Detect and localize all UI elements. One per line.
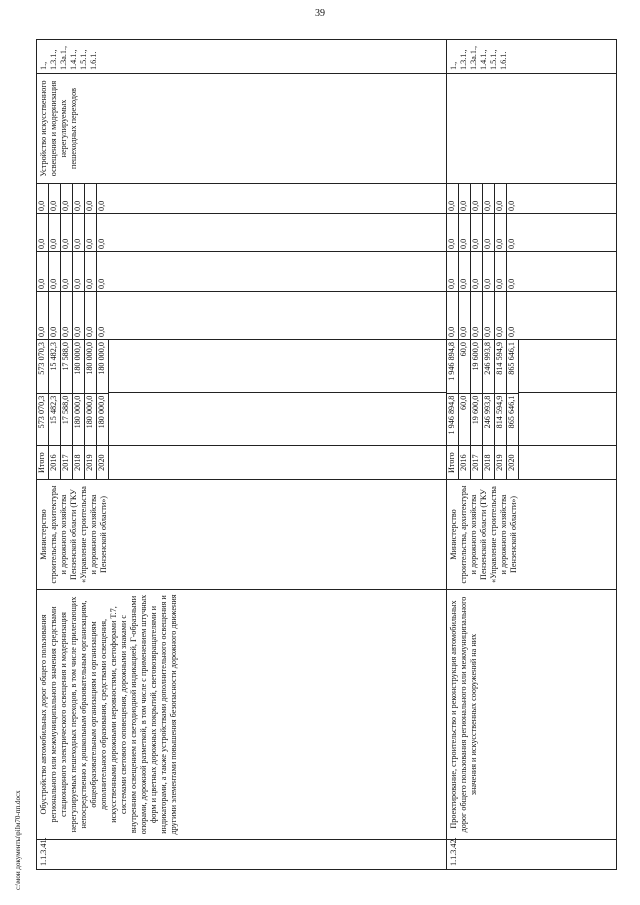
indicator-refs: 1., 1.3.1., 1.3а.1., 1.4.1., 1.5.1., 1.6.1. xyxy=(447,40,617,74)
funding-col-federal: 0,0 0,0 0,0 0,0 0,0 0,0 xyxy=(37,292,447,340)
funding-col-local: 0,0 0,0 0,0 0,0 0,0 0,0 xyxy=(447,252,617,292)
funding-col-extra: 0,0 0,0 0,0 0,0 0,0 0,0 xyxy=(37,184,447,214)
executor: Министерство строительства, архитектуры и дорожного хозяйства Пензенской области (ГКУ «Управление строительства и дорожного хозяйства Пензенской области») xyxy=(447,480,617,590)
expected-result: Устройство искусственного освещения и модернизация нерегулируемых пешеходных переходов xyxy=(37,74,447,184)
page-number: 39 xyxy=(315,8,325,19)
expected-result xyxy=(447,74,617,184)
funding-col-local: 0,0 0,0 0,0 0,0 0,0 0,0 xyxy=(37,252,447,292)
indicator-refs: 1., 1.3.1., 1.3а.1., 1.4.1., 1.5.1., 1.6.1. xyxy=(37,40,447,74)
rotated-table-container xyxy=(36,40,616,870)
table-row xyxy=(37,40,447,870)
program-table xyxy=(36,39,617,870)
funding-by-year: Итого 573 070,3 573 070,3 2016 15 482,3 15 482,3 2017 17 588,0 17 588,0 2018 180 000,0 180 000,0 2019 180 000,0 180 000,0 2020 180 000,0 180 000,0 xyxy=(37,340,447,480)
funding-col-extra: 0,0 0,0 0,0 0,0 0,0 0,0 xyxy=(447,184,617,214)
funding-col-other: 0,0 0,0 0,0 0,0 0,0 0,0 xyxy=(37,214,447,252)
funding-col-other: 0,0 0,0 0,0 0,0 0,0 0,0 xyxy=(447,214,617,252)
row-number: 1.1.3.41. xyxy=(37,840,447,870)
row-number: 1.1.3.42. xyxy=(447,840,617,870)
executor: Министерство строительства, архитектуры и дорожного хозяйства Пензенской области (ГКУ «Управление строительства и дорожного хозяйства Пензенской области») xyxy=(37,480,447,590)
activity-description: Проектирование, строительство и реконструкция автомобильных дорог общего пользования регионального или межмуниципального значения и искусственных сооружений на них xyxy=(447,590,617,840)
activity-description: Обустройство автомобильных дорог общего пользования регионального или межмуниципального значения средствами стационарного электрического освещения и модернизация нерегулируемых пешеходных переходов, в том числе прилегающих непосредственно к дошкольным образовательным организациям, общеобразовательным организациям и организациям дополнительного образования, средствами освещения, искусственными дорожными неровностями, светофорами Т.7, системами светового оповещения, дорожными знаками с внутренним освещением и светодиодной индикацией, Г-образными опорами, дорожной разметкой, в том числе с применением штучных форм и цветных дорожных покрытий, световозвращателями и индикаторами, а также устройствами дополнительного освещения и другими элементами повышения безопасности дорожного движения xyxy=(37,590,447,840)
footer-file-path: c:\мои документы\ріІм70-пп.docx xyxy=(14,790,22,890)
funding-col-federal: 0,0 0,0 0,0 0,0 0,0 0,0 xyxy=(447,292,617,340)
funding-by-year: Итого 1 946 894,8 1 946 894,8 2016 60,0 60,0 2017 19 600,0 19 600,0 2018 246 993,8 246 993,8 2019 814 594,9 814 594,9 2020 865 646,1 865 646,1 xyxy=(447,340,617,480)
table-row xyxy=(447,40,617,870)
